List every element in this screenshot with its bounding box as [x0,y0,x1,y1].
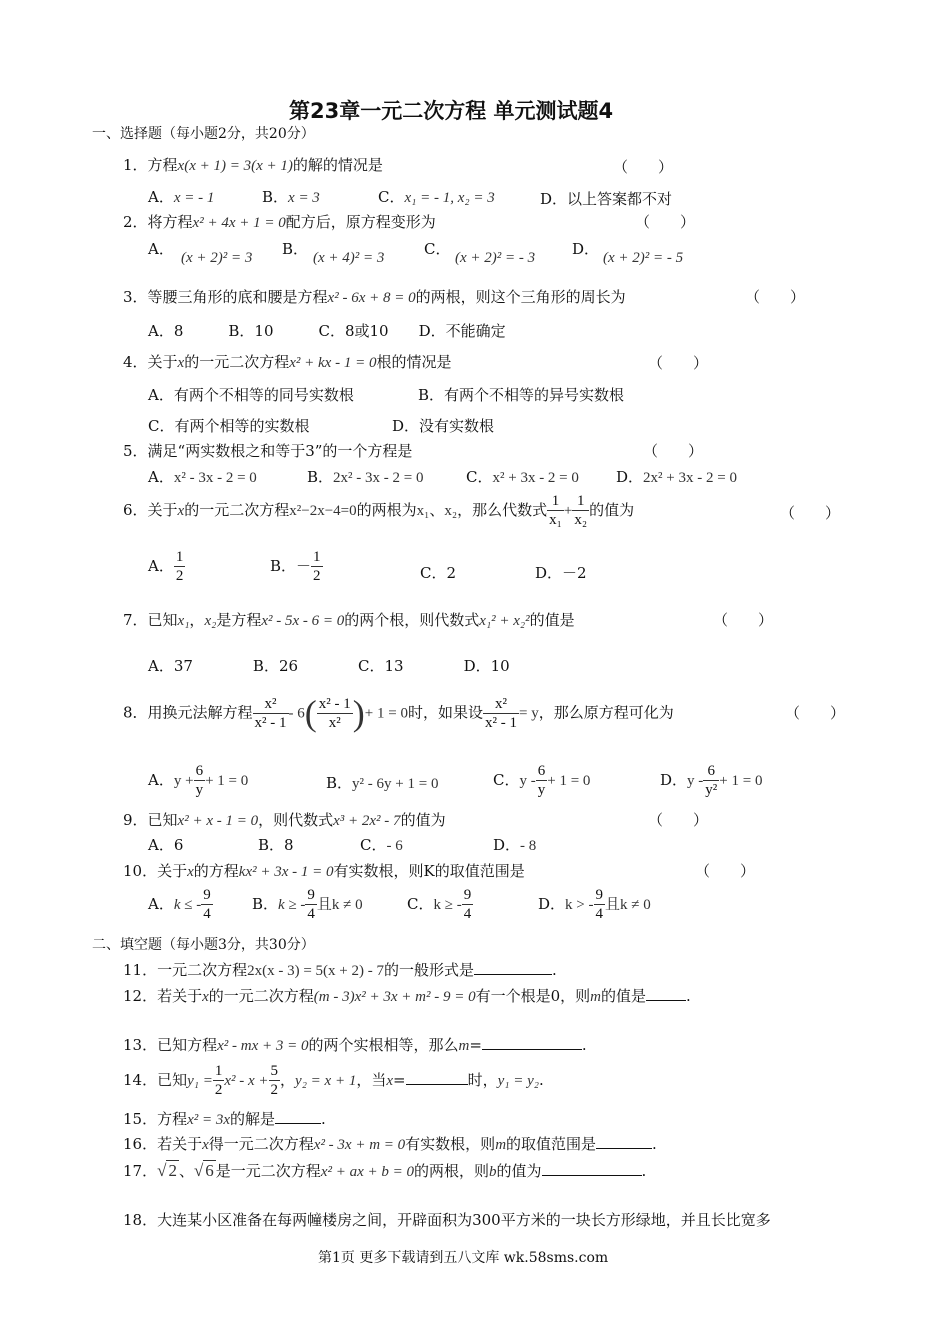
q5-option-d-wrap [616,466,737,487]
q10-option-a-wrap [148,886,213,923]
q14-var-x: x [386,1073,394,1089]
q15-end: . [321,1110,326,1128]
q1-options [148,186,214,207]
question-12 [123,985,691,1006]
q2-equation: x² + 4x + 1 = 0 [192,215,286,231]
q5-option-c-wrap [466,466,579,487]
q10-option-a: A． [148,895,174,913]
q10-text-tail: 有实数根，则K的取值范围是 [333,862,525,880]
q7-comma: ， [189,611,205,629]
question-14 [123,1062,544,1099]
q9-c-expr: - 6 [386,838,403,854]
q3-label: 3．等腰三角形的底和腰是方程 [123,288,328,306]
q9-option-d-wrap [493,834,536,855]
question-9 [123,809,446,830]
question-17 [123,1160,646,1181]
q10-d-post: 且k ≠ 0 [605,897,651,913]
q6-var-x: x [177,503,185,519]
q5-option-a-wrap [148,466,257,487]
q8-d-frac [703,762,719,799]
q10-answer-paren: （ ） [695,862,756,880]
q9-d-expr: - 8 [520,838,537,854]
q8-d-num: 6 [703,762,719,781]
question-7 [123,609,575,630]
q11-text-tail: 的一般形式是 [383,961,474,979]
q17-equation: x² + ax + b = 0 [320,1164,414,1180]
q10-option-b-wrap [252,886,363,923]
q2-answer-paren: （ ） [635,213,696,231]
q2-option-a-expr: (x + 2)² = 3 [181,250,253,266]
q8-f3-den: x² - 1 [484,714,517,731]
q8-a-frac [194,762,206,799]
question-15 [123,1108,326,1129]
q8-f2-den: x² [328,714,341,731]
q8-f3-num: x² [483,695,519,714]
q11-end: . [552,961,557,979]
q6-fraction-1 [547,492,564,529]
q12-text-tail: 的值是 [601,987,647,1005]
q12-answer-blank[interactable] [646,986,686,1001]
q14-y2: y₂ = x + 1 [295,1073,357,1089]
question-5: 5．满足“两实数根之和等于3”的一个方程是 [123,442,413,460]
q17-answer-blank[interactable] [542,1161,642,1176]
q1-option-b-wrap [262,186,320,207]
q5-option-c: C． [466,468,493,486]
q6-f2-num: 1 [572,492,589,511]
q11-equation: 2x(x - 3) = 5(x + 2) - 7 [247,963,384,979]
q6-option-d: D．－2 [535,564,587,582]
q12-text-mid: 的一元二次方程 [208,987,314,1005]
q13-eq: = [469,1036,482,1054]
q6-a-num: 1 [175,549,184,565]
q6-f1-den: x₁ [549,512,562,528]
q4-option-a: A．有两个不相等的同号实数根 [148,386,354,404]
q17-text-mid2: 的两根，则 [414,1162,490,1180]
q10-d-frac [594,886,606,923]
question-6 [123,492,634,529]
q7-label: 7．已知 [123,611,178,629]
q8-b-expr: y² - 6y + 1 = 0 [352,776,439,792]
q8-c-pre: y - [519,773,536,789]
q6-text-tail: ，那么代数式 [457,501,548,519]
q17-radicand-1: 2 [168,1161,177,1180]
q2-option-c-expr: (x + 2)² = - 3 [455,250,536,266]
q2-text: 配方后，原方程变形为 [285,213,436,231]
q8-label: 8．用换元法解方程 [123,703,253,722]
q17-end: . [641,1162,647,1180]
q3-equation: x² - 6x + 8 = 0 [327,290,416,306]
q1-option-b: B． [262,188,289,206]
q16-text-mid2: 有实数根，则 [405,1135,496,1153]
q8-a-post: + 1 = 0 [205,773,249,789]
q3-answer-paren: （ ） [745,288,806,306]
q14-y1: y₁ = [187,1073,213,1089]
q14-f1-num: 1 [214,1063,223,1079]
question-18: 18．大连某小区准备在每两幢楼房之间，开辟面积为300平方米的一块长方形绿地，并且长比宽多 [123,1211,771,1229]
q10-a-den: 4 [203,906,211,922]
q6-root-2: x₂ [444,503,458,519]
q8-eq-y: = y [518,705,539,722]
q5-answer-paren: （ ） [643,442,704,460]
q1-text: 的解的情况是 [292,156,383,174]
section-heading-fill: 二、填空题（每小题3分，共30分） [92,937,315,953]
q14-f2-den: 2 [270,1082,279,1098]
q1-option-b-expr: x = 3 [288,190,320,206]
q7-options: A．37 B．26 C．13 D．10 [148,657,510,675]
q9-option-d: D． [493,836,521,854]
q1-option-d: D．以上答案都不对 [540,190,673,208]
q13-answer-blank[interactable] [482,1035,582,1050]
q8-c-post: + 1 = 0 [547,773,591,789]
q16-label: 16．若关于 [123,1135,203,1153]
q8-f1-num: x² [253,695,289,714]
q17-radicand-2: 6 [205,1161,214,1180]
q4-equation: x² + kx - 1 = 0 [289,355,377,371]
q7-answer-paren: （ ） [713,611,774,629]
q17-var-b: b [489,1164,497,1180]
page-title: 第23章一元二次方程 单元测试题4 [289,99,614,123]
q10-c-pre: k ≥ - [433,897,462,913]
q10-option-b: B． [252,895,279,913]
q8-f1-den: x² - 1 [254,714,287,731]
q2-option-c: C． [424,240,451,258]
q9-equation: x² + x - 1 = 0 [177,813,259,829]
q6-plus: + [563,503,573,519]
q6-fraction-2 [572,492,589,529]
q7-text-tail: 的值是 [529,611,575,629]
q7-text-mid: 是方程 [216,611,262,629]
q13-end: . [581,1036,587,1054]
q10-equation: kx² + 3x - 1 = 0 [238,864,334,880]
q8-option-c-wrap [493,762,590,799]
q7-equation: x² - 5x - 6 = 0 [261,613,345,629]
q4-option-c: C．有两个相等的实数根 [148,417,310,435]
q8-option-b-wrap [326,772,438,793]
q10-text-mid: 的方程 [193,862,239,880]
q8-left-paren: ( [304,693,317,733]
q4-label: 4．关于 [123,353,178,371]
q14-comma: ， [280,1071,296,1089]
q13-equation: x² - mx + 3 = 0 [217,1038,309,1054]
q2-option-b: B． [282,240,309,258]
q1-option-c-expr: x₁ = - 1, x₂ = 3 [404,190,495,206]
question-11 [123,959,557,980]
q8-text-tail: ，那么原方程可化为 [538,703,674,722]
q16-text-tail: 的取值范围是 [506,1135,597,1153]
q8-c-frac [536,762,548,799]
q10-c-den: 4 [463,906,472,922]
question-2 [123,211,436,232]
q8-fraction-2 [317,695,353,732]
q6-f1-num: 1 [547,492,564,511]
q8-minus6: - 6 [288,705,305,722]
q16-var-m: m [495,1137,507,1153]
q8-option-d: D． [660,771,688,789]
q14-label: 14．已知 [123,1071,188,1089]
q8-fraction-3 [483,695,519,732]
q7-text-mid2: 的两个根，则代数式 [344,611,480,629]
q10-var-x: x [187,864,194,880]
q15-label: 15．方程 [123,1110,188,1128]
q16-equation: x² - 3x + m = 0 [313,1137,406,1153]
q1-option-a-expr: x = - 1 [173,190,215,206]
q12-end: . [686,987,691,1005]
q15-answer-blank[interactable] [275,1109,321,1124]
q10-option-d: D． [538,895,566,913]
q5-option-d: D． [616,468,644,486]
q10-a-num: 9 [203,887,211,903]
q8-c-den: y [537,782,546,798]
q9-label: 9．已知 [123,811,178,829]
q15-equation: x² = 3x [187,1112,231,1128]
q8-f2-num: x² - 1 [318,695,351,712]
q8-right-paren: ) [352,693,365,733]
q7-root-2: x₂ [204,613,217,629]
q4-answer-paren: （ ） [648,354,709,372]
q9-text-tail: 的值为 [400,811,446,829]
q7-expression: x₁² + x₂² [479,613,530,629]
q5-option-b-expr: 2x² - 3x - 2 = 0 [333,470,424,486]
q6-sep: 、 [429,501,445,519]
q6-option-a-frac [174,548,186,585]
q2-label: 2．将方程 [123,213,193,231]
q9-option-c: C． [360,836,387,854]
page-footer: 第1页 更多下载请到五八文库 wk.58sms.com [318,1250,609,1266]
q14-f2-num: 5 [270,1063,279,1079]
q6-f2-den: x₂ [574,512,588,528]
q6-option-b: B．－ [270,557,312,575]
q6-option-b-wrap [270,548,323,585]
q8-d-post: + 1 = 0 [719,773,763,789]
q6-text-tail2: 的值为 [589,501,635,519]
q6-option-a: A． [148,557,174,575]
q14-f1-den: 2 [214,1082,223,1098]
q16-end: . [652,1135,657,1153]
q14-expr-mid: x² - x + [224,1073,269,1089]
q9-option-c-wrap [360,834,403,855]
q1-equation: x(x + 1) = 3(x + 1) [177,158,293,174]
q10-d-pre: k > - [565,897,594,913]
q10-b-post: 且k ≠ 0 [316,897,363,913]
q6-label: 6．关于 [123,501,178,519]
q17-sqrt-2: √ 2 [157,1161,177,1180]
q14-eq: = [393,1071,406,1089]
q2-option-d: D． [572,240,600,258]
q17-label: 17． [123,1162,158,1180]
q14-answer-blank[interactable] [406,1070,468,1085]
q12-var-m: m [590,989,601,1005]
q8-option-b: B． [326,774,353,792]
q1-option-c: C． [378,188,405,206]
q10-b-pre: k ≥ - [278,897,306,913]
q13-var-m: m [458,1038,470,1054]
q4-option-d: D．没有实数根 [392,417,495,435]
q8-plus1: + 1 = 0 [364,705,408,722]
q5-option-d-expr: 2x² + 3x - 2 = 0 [643,470,737,486]
section-heading-choice: 一、选择题（每小题2分，共20分） [92,126,315,142]
q14-text-tail: 时， [467,1071,498,1089]
q16-var-x: x [202,1137,209,1153]
q5-option-a: A． [148,468,174,486]
q10-c-frac [462,886,474,923]
q5-option-b: B． [307,468,334,486]
q7-root-1: x₁ [177,613,190,629]
q8-a-pre: y + [173,773,194,789]
q8-a-den: y [195,782,204,798]
q9-answer-paren: （ ） [648,811,709,829]
q17-text-mid: 是一元二次方程 [215,1162,321,1180]
q2-option-b-expr: (x + 4)² = 3 [313,250,385,266]
question-8 [123,692,674,734]
q8-text-mid: 时，如果设 [407,703,483,722]
q4-text-mid: 的一元二次方程 [184,353,290,371]
q9-option-a: A．6 [148,836,184,854]
q10-b-den: 4 [307,906,315,922]
q5-option-b-wrap [307,466,423,487]
q6-a-den: 2 [175,568,184,584]
q8-d-den: y² [705,782,718,798]
q10-d-den: 4 [595,906,603,922]
q10-label: 10．关于 [123,862,188,880]
q16-answer-blank[interactable] [596,1134,652,1149]
q8-fraction-1 [253,695,289,732]
q1-label: 1．方程 [123,156,178,174]
q10-b-num: 9 [307,887,315,903]
q4-option-b: B．有两个不相等的异号实数根 [418,386,625,404]
question-3 [123,286,626,307]
q16-text-mid: 得一元二次方程 [208,1135,314,1153]
q3-text: 的两根，则这个三角形的周长为 [415,288,626,306]
q14-text-mid2: ，当 [356,1071,387,1089]
question-1 [123,154,383,175]
q12-var-x: x [202,989,209,1005]
q12-text-mid2: 有一个根是0，则 [475,987,591,1005]
q14-fraction-2 [269,1062,281,1099]
q6-text-mid2: 的两根为 [356,501,417,519]
q6-b-num: 1 [313,549,321,565]
q8-answer-paren: （ ） [785,704,846,722]
q13-text-mid: 的两个实根相等，那么 [308,1036,459,1054]
q6-answer-paren: （ ） [780,504,841,522]
q1-option-c-wrap [378,186,495,207]
q10-c-num: 9 [463,887,472,903]
q10-d-num: 9 [595,887,603,903]
q10-b-frac [305,886,317,923]
question-10 [123,860,525,881]
q6-text-mid: 的一元二次方程 [184,501,290,519]
q14-expression: y₁ = y₂ [497,1073,539,1089]
q6-option-b-frac [311,548,323,585]
q17-sqrt-6: √ 6 [193,1161,214,1180]
q9-option-b: B．8 [258,836,294,854]
q6-b-den: 2 [313,568,321,584]
q14-fraction-1 [213,1062,225,1099]
q4-text: 根的情况是 [376,353,452,371]
q14-end: . [538,1071,544,1089]
q8-option-a-wrap [148,762,248,799]
q1-option-a: A． [148,188,174,206]
q10-a-frac [201,886,213,923]
q17-sep: 、 [178,1162,194,1180]
q8-d-pre: y - [687,773,704,789]
q8-option-a: A． [148,771,174,789]
q4-var-x: x [177,355,185,371]
q10-a-pre: k ≤ - [173,897,202,913]
q5-option-c-expr: x² + 3x - 2 = 0 [492,470,579,486]
q12-label: 12．若关于 [123,987,203,1005]
q8-option-c: C． [493,771,520,789]
q12-equation: (m - 3)x² + 3x + m² - 9 = 0 [313,989,476,1005]
q17-text-tail: 的值为 [496,1162,542,1180]
q6-equation: x²−2x−4=0 [289,503,357,519]
q2-option-a: A． [148,240,174,258]
q13-label: 13．已知方程 [123,1036,218,1054]
q9-expression: x³ + 2x² - 7 [333,813,401,829]
question-16 [123,1133,657,1154]
q1-answer-paren: （ ） [613,158,674,176]
q11-label: 11．一元二次方程 [123,961,248,979]
q2-option-d-expr: (x + 2)² = - 5 [603,250,684,266]
q3-options: A．8 B．10 C．8或10 D．不能确定 [148,322,506,340]
question-13 [123,1034,587,1055]
q6-root-1: x₁ [416,503,430,519]
q10-option-c: C． [407,895,434,913]
q5-option-a-expr: x² - 3x - 2 = 0 [173,470,257,486]
q8-a-num: 6 [195,763,204,779]
q9-text-mid: ，则代数式 [258,811,334,829]
q8-c-num: 6 [537,763,546,779]
question-4 [123,351,451,372]
q15-text-tail: 的解是 [230,1110,276,1128]
q10-option-d-wrap [538,886,651,923]
q10-option-c-wrap [407,886,473,923]
q6-option-c: C．2 [420,564,457,582]
q8-option-d-wrap [660,762,762,799]
q11-answer-blank[interactable] [474,960,552,975]
q6-option-a-wrap [148,548,185,585]
